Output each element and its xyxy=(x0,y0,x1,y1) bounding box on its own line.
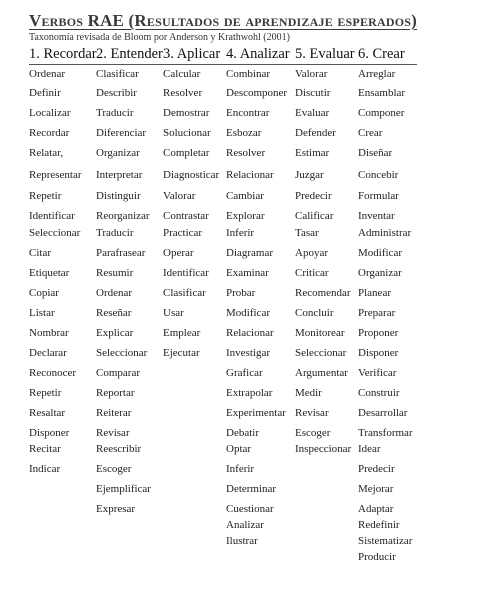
verb-item: Ilustrar xyxy=(226,535,258,547)
verb-item: Reiterar xyxy=(96,407,132,419)
verb-item: Reorganizar xyxy=(96,210,150,222)
verb-item: Diagnosticar xyxy=(163,169,220,181)
verb-item: Seleccionar xyxy=(295,347,347,359)
verb-item: Relacionar xyxy=(226,327,274,339)
verb-item: Diseñar xyxy=(358,147,393,159)
verb-item: Monitorear xyxy=(295,327,345,339)
verb-item: Reconocer xyxy=(29,367,77,379)
verb-item: Optar xyxy=(226,443,252,455)
verb-item: Listar xyxy=(29,307,55,319)
verb-item: Diagramar xyxy=(226,247,274,259)
verb-item: Defender xyxy=(295,127,336,139)
verb-item: Reescribir xyxy=(96,443,142,455)
verb-item: Predecir xyxy=(295,190,332,202)
verb-item: Traducir xyxy=(96,107,134,119)
verb-item: Graficar xyxy=(226,367,263,379)
verb-item: Explorar xyxy=(226,210,265,222)
verb-item: Crear xyxy=(358,127,383,139)
verb-item: Solucionar xyxy=(163,127,211,139)
verb-item: Emplear xyxy=(163,327,201,339)
verb-item: Recordar xyxy=(29,127,70,139)
verb-item: Reportar xyxy=(96,387,135,399)
verb-item: Adaptar xyxy=(358,503,394,515)
verb-item: Disponer xyxy=(29,427,70,439)
verb-item: Ordenar xyxy=(29,68,66,80)
verb-item: Tasar xyxy=(295,227,319,239)
verb-item: Componer xyxy=(358,107,405,119)
verb-item: Inferir xyxy=(226,463,255,475)
verb-item: Planear xyxy=(358,287,391,299)
verb-item: Clasificar xyxy=(163,287,206,299)
verb-item: Valorar xyxy=(163,190,196,202)
verb-item: Ejecutar xyxy=(163,347,200,359)
verb-item: Completar xyxy=(163,147,210,159)
verb-item: Inspeccionar xyxy=(295,443,352,455)
verb-item: Escoger xyxy=(295,427,331,439)
verb-item: Experimentar xyxy=(226,407,286,419)
header-evaluar xyxy=(295,44,355,64)
header-aplicar xyxy=(163,44,220,64)
verb-item: Relacionar xyxy=(226,169,274,181)
verb-item: Inventar xyxy=(358,210,395,222)
verb-item: Modificar xyxy=(358,247,402,259)
verb-item: Verificar xyxy=(358,367,397,379)
verb-item: Usar xyxy=(163,307,184,319)
verb-item: Discutir xyxy=(295,87,331,99)
column-header: 2. Entender xyxy=(96,46,163,62)
column-header: 3. Aplicar xyxy=(163,46,221,62)
verb-item: Desarrollar xyxy=(358,407,408,419)
verb-item: Resolver xyxy=(163,87,203,99)
verb-item: Medir xyxy=(295,387,322,399)
verb-item: Idear xyxy=(358,443,381,455)
verb-item: Valorar xyxy=(295,68,328,80)
verb-item: Proponer xyxy=(358,327,399,339)
verb-item: Practicar xyxy=(163,227,203,239)
verb-item: Predecir xyxy=(358,463,395,475)
verb-item: Ensamblar xyxy=(358,87,406,99)
column-header: 4. Analizar xyxy=(226,46,290,62)
verb-item: Inferir xyxy=(226,227,255,239)
verb-item: Encontrar xyxy=(226,107,270,119)
verb-item: Analizar xyxy=(226,519,264,531)
verb-item: Juzgar xyxy=(295,169,324,181)
verb-item: Traducir xyxy=(96,227,134,239)
verb-item: Describir xyxy=(96,87,137,99)
verb-item: Etiquetar xyxy=(29,267,70,279)
verb-item: Representar xyxy=(29,169,82,181)
verb-item: Clasificar xyxy=(96,68,139,80)
verb-item: Resumir xyxy=(96,267,134,279)
verb-item: Concebir xyxy=(358,169,399,181)
column-header: 1. Recordar xyxy=(29,46,97,62)
verb-item: Apoyar xyxy=(295,247,328,259)
verb-item: Calcular xyxy=(163,68,201,80)
verb-item: Definir xyxy=(29,87,61,99)
verb-item: Explicar xyxy=(96,327,134,339)
verb-item: Sistematizar xyxy=(358,535,413,547)
verb-item: Expresar xyxy=(96,503,136,515)
verb-item: Disponer xyxy=(358,347,399,359)
verb-item: Reseñar xyxy=(96,307,132,319)
verb-item: Demostrar xyxy=(163,107,210,119)
verb-item: Ejemplificar xyxy=(96,483,151,495)
verb-item: Comparar xyxy=(96,367,140,379)
verb-item: Localizar xyxy=(29,107,71,119)
verb-item: Ordenar xyxy=(96,287,133,299)
verb-item: Seleccionar xyxy=(96,347,148,359)
header-crear xyxy=(358,44,405,64)
verb-item: Parafrasear xyxy=(96,247,146,259)
verb-item: Transformar xyxy=(358,427,413,439)
header-recordar xyxy=(29,44,97,64)
verb-item: Identificar xyxy=(163,267,209,279)
verb-item: Contrastar xyxy=(163,210,209,222)
verb-item: Relatar, xyxy=(29,147,64,159)
verb-item: Seleccionar xyxy=(29,227,81,239)
verb-item: Resolver xyxy=(226,147,266,159)
verb-item: Concluir xyxy=(295,307,334,319)
column-header: 5. Evaluar xyxy=(295,46,355,62)
verb-item: Citar xyxy=(29,247,51,259)
verb-item: Copiar xyxy=(29,287,59,299)
verb-item: Criticar xyxy=(295,267,329,279)
verb-item: Evaluar xyxy=(295,107,330,119)
verb-item: Determinar xyxy=(226,483,277,495)
page-subtitle: Taxonomía revisada de Bloom por Anderson y Krathwohl (2001) xyxy=(29,32,290,43)
verb-item: Revisar xyxy=(96,427,130,439)
verb-item: Formular xyxy=(358,190,399,202)
verb-item: Esbozar xyxy=(226,127,262,139)
verb-item: Resaltar xyxy=(29,407,66,419)
verb-item: Estimar xyxy=(295,147,330,159)
column-header: 6. Crear xyxy=(358,46,405,62)
verb-item: Nombrar xyxy=(29,327,69,339)
verb-item: Examinar xyxy=(226,267,269,279)
verb-item: Construir xyxy=(358,387,400,399)
header-entender xyxy=(96,44,163,64)
header-divider xyxy=(29,64,417,65)
verb-item: Investigar xyxy=(226,347,270,359)
verb-item: Cuestionar xyxy=(226,503,274,515)
verb-item: Identificar xyxy=(29,210,75,222)
verb-item: Modificar xyxy=(226,307,270,319)
verb-item: Distinguir xyxy=(96,190,141,202)
verb-item: Operar xyxy=(163,247,194,259)
verb-item: Organizar xyxy=(96,147,140,159)
verb-item: Indicar xyxy=(29,463,61,475)
verb-item: Repetir xyxy=(29,190,62,202)
verb-item: Debatir xyxy=(226,427,259,439)
verb-item: Mejorar xyxy=(358,483,394,495)
verb-item: Arreglar xyxy=(358,68,396,80)
verb-item: Interpretar xyxy=(96,169,143,181)
verb-item: Revisar xyxy=(295,407,329,419)
verb-item: Calificar xyxy=(295,210,334,222)
verb-item: Preparar xyxy=(358,307,396,319)
verb-item: Combinar xyxy=(226,68,270,80)
verb-item: Escoger xyxy=(96,463,132,475)
verb-item: Cambiar xyxy=(226,190,264,202)
verb-item: Producir xyxy=(358,551,396,563)
verb-item: Diferenciar xyxy=(96,127,147,139)
verb-item: Redefinir xyxy=(358,519,400,531)
verb-item: Recomendar xyxy=(295,287,351,299)
page-title: Verbos RAE (Resultados de aprendizaje esperados) xyxy=(29,11,418,30)
verb-item: Repetir xyxy=(29,387,62,399)
verb-item: Administrar xyxy=(358,227,412,239)
verb-item: Declarar xyxy=(29,347,67,359)
verb-item: Argumentar xyxy=(295,367,348,379)
verb-item: Organizar xyxy=(358,267,402,279)
verb-item: Recitar xyxy=(29,443,61,455)
verb-item: Descomponer xyxy=(226,87,288,99)
verb-item: Probar xyxy=(226,287,256,299)
header-analizar xyxy=(226,44,290,64)
verb-item: Extrapolar xyxy=(226,387,273,399)
